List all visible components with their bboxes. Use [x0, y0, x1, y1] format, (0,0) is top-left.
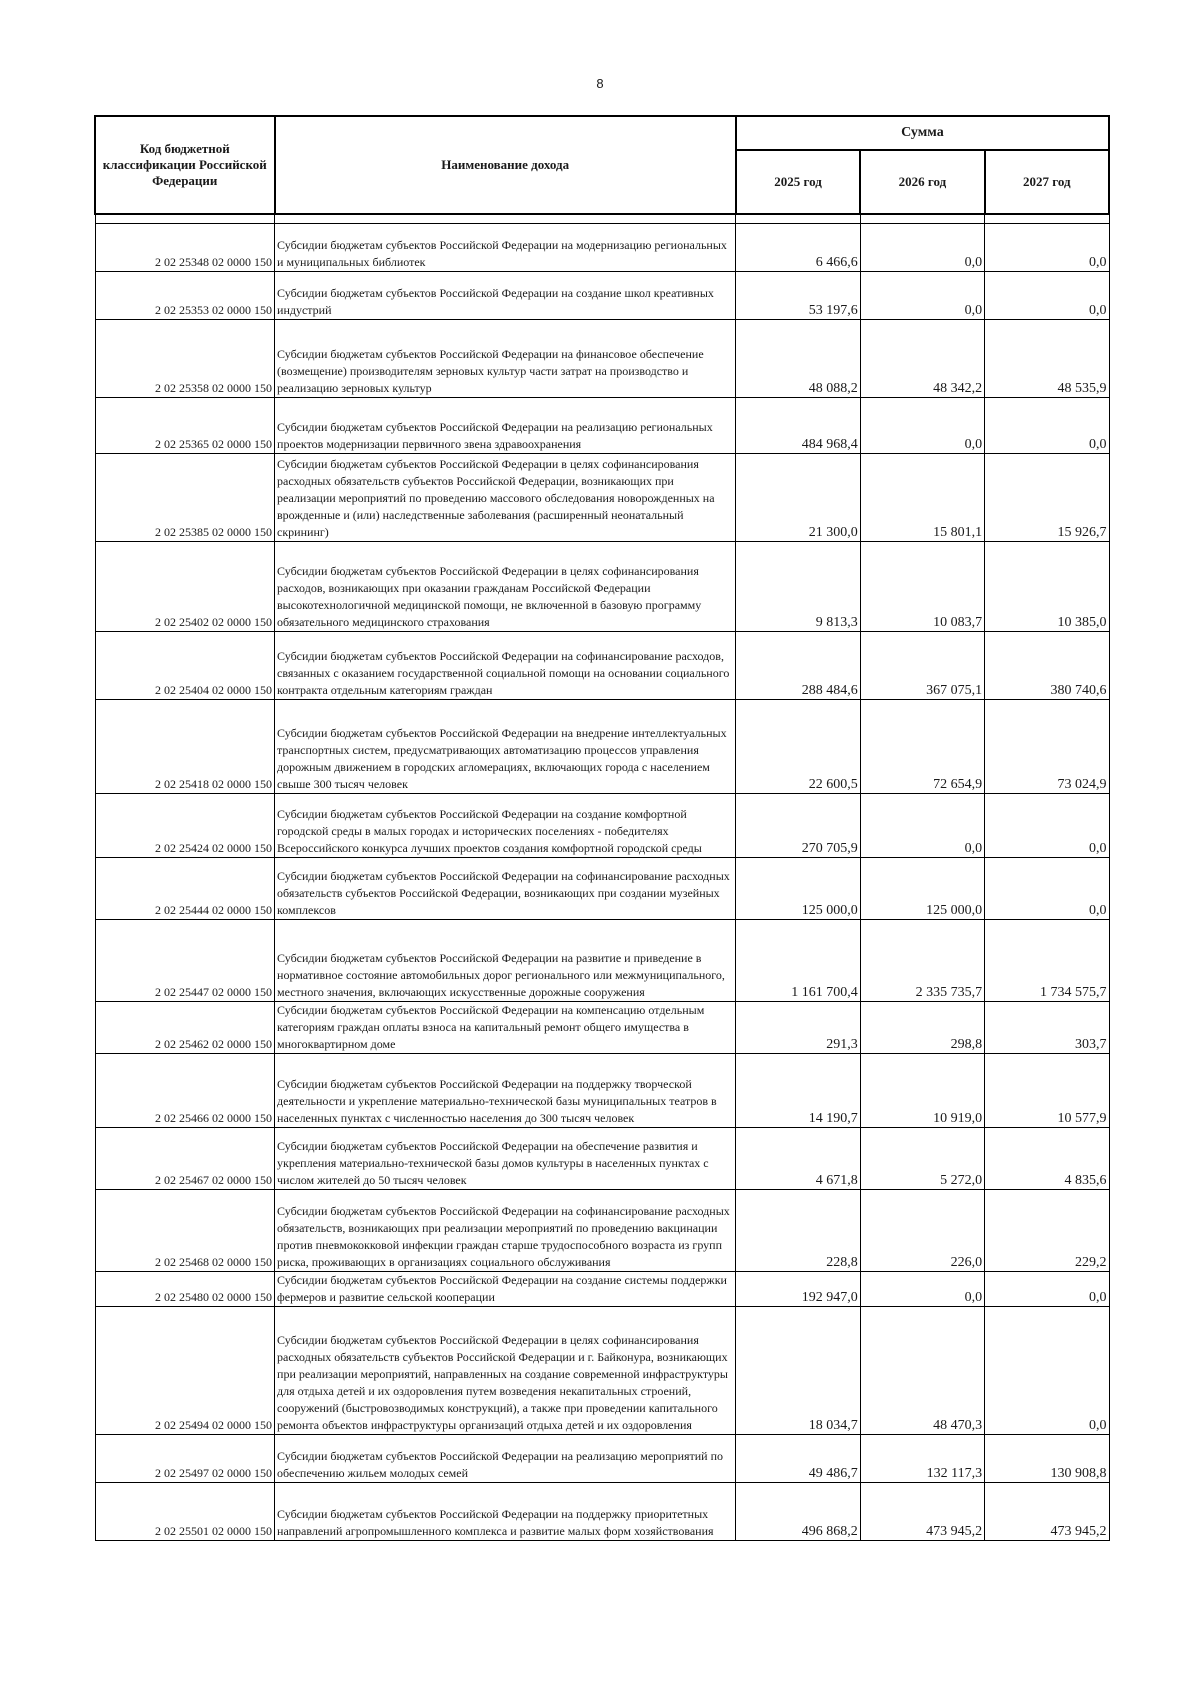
row-amount-2027: 0,0: [985, 272, 1109, 320]
row-amount-2026: 0,0: [860, 272, 984, 320]
table-row: [95, 1128, 1109, 1190]
header-year-2027: 2027 год: [985, 150, 1109, 214]
row-code: 2 02 25497 02 0000 150: [95, 1435, 275, 1483]
header-year-2025: 2025 год: [736, 150, 860, 214]
row-name: Субсидии бюджетам субъектов Российской Федерации на внедрение интеллектуальных транспортных систем, предусматривающих автоматизацию процессов управления дорожным движением в городских агломерациях, включающих города с населением свыше 300 тысяч человек: [275, 700, 736, 794]
header-name: Наименование дохода: [275, 116, 736, 214]
table-row: [95, 224, 1109, 272]
row-name: Субсидии бюджетам субъектов Российской Федерации в целях софинансирования расходных обязательств субъектов Российской Федерации и г. Байконура, возникающих при реализации мероприятий, направленных на создание современной инфраструктуры для отдыха детей и их оздоровления путем возведения некапитальных строений, сооружений (быстровозводимых конструкций), а также при проведении капитального ремонта объектов инфраструктуры организаций отдыха детей и их оздоровления: [275, 1307, 736, 1435]
row-amount-2026: 367 075,1: [860, 632, 984, 700]
table-row: [95, 858, 1109, 920]
row-code: 2 02 25348 02 0000 150: [95, 224, 275, 272]
table-row: [95, 1272, 1109, 1307]
row-amount-2025: 1 161 700,4: [736, 920, 860, 1002]
row-amount-2025: 228,8: [736, 1190, 860, 1272]
row-name: Субсидии бюджетам субъектов Российской Федерации на софинансирование расходных обязательств субъектов Российской Федерации, возникающих при создании музейных комплексов: [275, 858, 736, 920]
row-amount-2027: 1 734 575,7: [985, 920, 1109, 1002]
row-name: Субсидии бюджетам субъектов Российской Федерации на поддержку творческой деятельности и укрепление материально-технической базы муниципальных театров в населенных пунктах с численностью населения до 300 тысяч человек: [275, 1054, 736, 1128]
row-code: 2 02 25358 02 0000 150: [95, 320, 275, 398]
row-code: 2 02 25480 02 0000 150: [95, 1272, 275, 1307]
row-amount-2025: 288 484,6: [736, 632, 860, 700]
row-amount-2025: 14 190,7: [736, 1054, 860, 1128]
table-row: [95, 1054, 1109, 1128]
row-amount-2027: 0,0: [985, 224, 1109, 272]
row-amount-2027: 10 385,0: [985, 542, 1109, 632]
row-amount-2025: 270 705,9: [736, 794, 860, 858]
row-amount-2026: 2 335 735,7: [860, 920, 984, 1002]
table-row: [95, 320, 1109, 398]
row-amount-2027: 48 535,9: [985, 320, 1109, 398]
table-row: [95, 1190, 1109, 1272]
row-code: 2 02 25385 02 0000 150: [95, 454, 275, 542]
row-code: 2 02 25353 02 0000 150: [95, 272, 275, 320]
row-amount-2027: 0,0: [985, 1272, 1109, 1307]
page-number: 8: [596, 76, 604, 91]
row-code: 2 02 25424 02 0000 150: [95, 794, 275, 858]
table-body: [95, 214, 1109, 1541]
row-amount-2027: 0,0: [985, 858, 1109, 920]
row-amount-2026: 298,8: [860, 1002, 984, 1054]
table-row: [95, 700, 1109, 794]
row-code: 2 02 25468 02 0000 150: [95, 1190, 275, 1272]
row-amount-2025: 48 088,2: [736, 320, 860, 398]
table-row: [95, 920, 1109, 1002]
table-row: [95, 1435, 1109, 1483]
table-row: [95, 398, 1109, 454]
table-row: [95, 1307, 1109, 1435]
table-row: [95, 272, 1109, 320]
row-amount-2025: 6 466,6: [736, 224, 860, 272]
row-amount-2027: 15 926,7: [985, 454, 1109, 542]
row-amount-2025: 496 868,2: [736, 1483, 860, 1541]
row-amount-2027: 0,0: [985, 1307, 1109, 1435]
table-row: [95, 632, 1109, 700]
header-code: Код бюджетной классификации Российской Федерации: [95, 116, 275, 214]
row-amount-2026: 15 801,1: [860, 454, 984, 542]
row-code: 2 02 25466 02 0000 150: [95, 1054, 275, 1128]
row-amount-2026: 48 342,2: [860, 320, 984, 398]
row-name: Субсидии бюджетам субъектов Российской Федерации на софинансирование расходных обязательств, возникающих при реализации мероприятий по проведению вакцинации против пневмококковой инфекции граждан старше трудоспособного возраста из групп риска, проживающих в организациях социального обслуживания: [275, 1190, 736, 1272]
row-code: 2 02 25418 02 0000 150: [95, 700, 275, 794]
row-amount-2026: 48 470,3: [860, 1307, 984, 1435]
row-amount-2025: 125 000,0: [736, 858, 860, 920]
row-name: Субсидии бюджетам субъектов Российской Федерации на модернизацию региональных и муниципальных библиотек: [275, 224, 736, 272]
row-amount-2025: 22 600,5: [736, 700, 860, 794]
row-code: 2 02 25494 02 0000 150: [95, 1307, 275, 1435]
row-name: Субсидии бюджетам субъектов Российской Федерации в целях софинансирования расходных обязательств субъектов Российской Федерации, возникающих при реализации мероприятий по проведению массового обследования новорожденных на врожденные и (или) наследственные заболевания (расширенный неонатальный скрининг): [275, 454, 736, 542]
row-amount-2025: 53 197,6: [736, 272, 860, 320]
row-amount-2025: 484 968,4: [736, 398, 860, 454]
row-code: 2 02 25404 02 0000 150: [95, 632, 275, 700]
row-amount-2025: 291,3: [736, 1002, 860, 1054]
row-name: Субсидии бюджетам субъектов Российской Федерации на реализацию мероприятий по обеспечению жильем молодых семей: [275, 1435, 736, 1483]
row-name: Субсидии бюджетам субъектов Российской Федерации на создание школ креативных индустрий: [275, 272, 736, 320]
table-header: [95, 116, 1109, 214]
row-amount-2026: 0,0: [860, 1272, 984, 1307]
row-name: Субсидии бюджетам субъектов Российской Федерации на создание комфортной городской среды в малых городах и исторических поселениях - победителях Всероссийского конкурса лучших проектов создания комфортной городской среды: [275, 794, 736, 858]
row-amount-2025: 49 486,7: [736, 1435, 860, 1483]
row-name: Субсидии бюджетам субъектов Российской Федерации на обеспечение развития и укрепления материально-технической базы домов культуры в населенных пунктах с числом жителей до 50 тысяч человек: [275, 1128, 736, 1190]
row-amount-2027: 4 835,6: [985, 1128, 1109, 1190]
row-code: 2 02 25462 02 0000 150: [95, 1002, 275, 1054]
row-amount-2026: 0,0: [860, 398, 984, 454]
row-code: 2 02 25447 02 0000 150: [95, 920, 275, 1002]
row-code: 2 02 25365 02 0000 150: [95, 398, 275, 454]
row-name: Субсидии бюджетам субъектов Российской Федерации на реализацию региональных проектов модернизации первичного звена здравоохранения: [275, 398, 736, 454]
row-amount-2026: 5 272,0: [860, 1128, 984, 1190]
row-amount-2026: 226,0: [860, 1190, 984, 1272]
budget-revenue-table: [94, 115, 1110, 1541]
row-amount-2027: 130 908,8: [985, 1435, 1109, 1483]
row-amount-2026: 0,0: [860, 794, 984, 858]
row-amount-2025: 192 947,0: [736, 1272, 860, 1307]
row-amount-2026: 0,0: [860, 224, 984, 272]
row-amount-2025: 18 034,7: [736, 1307, 860, 1435]
row-name: Субсидии бюджетам субъектов Российской Федерации на создание системы поддержки фермеров и развитие сельской кооперации: [275, 1272, 736, 1307]
row-amount-2027: 473 945,2: [985, 1483, 1109, 1541]
row-amount-2026: 10 083,7: [860, 542, 984, 632]
row-amount-2027: 229,2: [985, 1190, 1109, 1272]
row-name: Субсидии бюджетам субъектов Российской Федерации на финансовое обеспечение (возмещение) производителям зерновых культур части затрат на производство и реализацию зерновых культур: [275, 320, 736, 398]
row-name: Субсидии бюджетам субъектов Российской Федерации в целях софинансирования расходов, возникающих при оказании гражданам Российской Федерации высокотехнологичной медицинской помощи, не включенной в базовую программу обязательного медицинского страхования: [275, 542, 736, 632]
row-amount-2026: 132 117,3: [860, 1435, 984, 1483]
row-amount-2027: 0,0: [985, 398, 1109, 454]
header-year-2026: 2026 год: [860, 150, 984, 214]
row-name: Субсидии бюджетам субъектов Российской Федерации на софинансирование расходов, связанных с оказанием государственной социальной помощи на основании социального контракта отдельным категориям граждан: [275, 632, 736, 700]
table-row: [95, 1483, 1109, 1541]
table-row: [95, 454, 1109, 542]
row-code: 2 02 25501 02 0000 150: [95, 1483, 275, 1541]
header-sum: Сумма: [736, 116, 1109, 150]
row-name: Субсидии бюджетам субъектов Российской Федерации на компенсацию отдельным категориям граждан оплаты взноса на капитальный ремонт общего имущества в многоквартирном доме: [275, 1002, 736, 1054]
row-amount-2027: 380 740,6: [985, 632, 1109, 700]
row-amount-2027: 10 577,9: [985, 1054, 1109, 1128]
row-amount-2026: 473 945,2: [860, 1483, 984, 1541]
table-row: [95, 542, 1109, 632]
row-amount-2026: 72 654,9: [860, 700, 984, 794]
row-amount-2025: 21 300,0: [736, 454, 860, 542]
row-code: 2 02 25402 02 0000 150: [95, 542, 275, 632]
row-amount-2027: 303,7: [985, 1002, 1109, 1054]
header-spacer-row: [95, 214, 1109, 224]
row-name: Субсидии бюджетам субъектов Российской Федерации на развитие и приведение в нормативное состояние автомобильных дорог регионального или межмуниципального, местного значения, включающих искусственные дорожные сооружения: [275, 920, 736, 1002]
row-code: 2 02 25444 02 0000 150: [95, 858, 275, 920]
row-amount-2027: 0,0: [985, 794, 1109, 858]
table-row: [95, 794, 1109, 858]
row-amount-2026: 10 919,0: [860, 1054, 984, 1128]
row-name: Субсидии бюджетам субъектов Российской Федерации на поддержку приоритетных направлений агропромышленного комплекса и развитие малых форм хозяйствования: [275, 1483, 736, 1541]
row-amount-2025: 4 671,8: [736, 1128, 860, 1190]
table-row: [95, 1002, 1109, 1054]
row-amount-2026: 125 000,0: [860, 858, 984, 920]
row-code: 2 02 25467 02 0000 150: [95, 1128, 275, 1190]
row-amount-2027: 73 024,9: [985, 700, 1109, 794]
row-amount-2025: 9 813,3: [736, 542, 860, 632]
